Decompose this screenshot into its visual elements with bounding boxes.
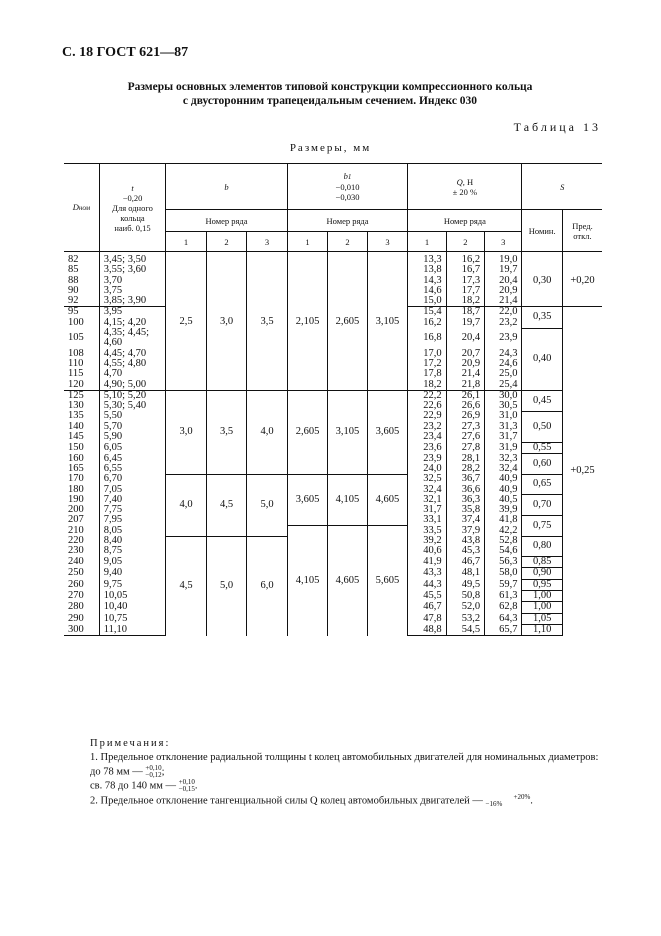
q-cell: 23,4 (408, 432, 446, 442)
q-cell: 20,4 (485, 276, 522, 286)
q-cell: 14,6 (408, 286, 446, 296)
q-cell: 32,3 (485, 454, 522, 464)
q-cell: 22,6 (408, 401, 446, 411)
q-cell: 30,5 (485, 401, 522, 411)
q-cell: 32,5 (408, 474, 446, 484)
s-nom-cell: 0,50 (522, 411, 563, 442)
table-title (90, 80, 570, 108)
q-n2: 2 (446, 232, 484, 252)
col-s: S (522, 164, 602, 210)
q-cell: 24,0 (408, 464, 446, 474)
b-cell: 3,5 (247, 252, 288, 391)
notes (62, 737, 602, 808)
d-nom-cell: 125 (64, 390, 99, 401)
table-body (64, 252, 602, 636)
d-nom-cell: 115 (64, 369, 99, 379)
q-cell: 17,7 (446, 286, 484, 296)
t-cell: 4,35; 4,45; 4,60 (99, 328, 165, 349)
q-cell: 17,0 (408, 349, 446, 359)
q-cell: 31,3 (485, 422, 522, 432)
t-cell: 7,75 (99, 505, 165, 515)
b-cell: 2,5 (166, 252, 207, 391)
t-cell: 6,70 (99, 474, 165, 484)
t-cell: 6,55 (99, 464, 165, 474)
q-cell: 43,3 (408, 568, 446, 579)
q-row-number: Номер ряда (408, 210, 522, 232)
q-cell: 45,3 (446, 546, 484, 556)
t-cell: 5,70 (99, 422, 165, 432)
d-nom-cell: 100 (64, 318, 99, 328)
q-cell: 23,9 (485, 328, 522, 349)
s-pred-header: Пред. откл. (562, 210, 602, 252)
d-nom-cell: 145 (64, 432, 99, 442)
s-nom-cell: 0,60 (522, 454, 563, 475)
q-cell: 16,8 (408, 328, 446, 349)
q-cell: 28,2 (446, 464, 484, 474)
b1-cell: 2,105 (287, 252, 328, 391)
d-nom-cell: 95 (64, 307, 99, 318)
b1-cell: 3,605 (367, 390, 408, 474)
q-cell: 39,2 (408, 536, 446, 546)
t-cell: 10,05 (99, 591, 165, 602)
q-cell: 37,9 (446, 526, 484, 536)
q-cell: 37,4 (446, 515, 484, 525)
d-nom-cell: 160 (64, 454, 99, 464)
q-cell: 26,9 (446, 411, 484, 421)
s-nom-cell: 0,70 (522, 495, 563, 516)
q-cell: 40,6 (408, 546, 446, 556)
t-cell: 7,95 (99, 515, 165, 525)
q-cell: 64,3 (485, 613, 522, 624)
notes-caption: Примечания: (90, 738, 171, 749)
s-nom-cell: 0,80 (522, 536, 563, 557)
q-cell: 14,3 (408, 276, 446, 286)
q-cell: 19,7 (485, 265, 522, 275)
t-cell: 7,40 (99, 495, 165, 505)
q-cell: 30,0 (485, 390, 522, 401)
q-cell: 40,9 (485, 485, 522, 495)
t-cell: 11,10 (99, 624, 165, 635)
b1-n1: 1 (287, 232, 328, 252)
s-pred-cell: +0,20 (562, 252, 602, 307)
t-cell: 4,45; 4,70 (99, 349, 165, 359)
d-nom-cell: 108 (64, 349, 99, 359)
note-2: 2. Предельное отклонение тангенциальной силы Q колец автомобильных двигателей — +20% −16% . (90, 792, 533, 808)
d-nom-cell: 85 (64, 265, 99, 275)
d-nom-cell: 140 (64, 422, 99, 432)
title-line-2: с двусторонним трапецеидальным сечением. Индекс 030 (182, 95, 478, 107)
q-cell: 13,3 (408, 252, 446, 266)
b1-row-number: Номер ряда (287, 210, 407, 232)
d-nom-cell: 240 (64, 557, 99, 568)
d-nom-cell: 165 (64, 464, 99, 474)
b1-cell: 3,105 (367, 252, 408, 391)
t-cell: 3,45; 3,50 (99, 252, 165, 266)
d-nom-cell: 260 (64, 579, 99, 590)
dimensions-table (64, 163, 602, 636)
note-1b: св. 78 до 140 мм — +0,10 −0,15. (90, 778, 198, 794)
b1-cell: 4,605 (367, 474, 408, 525)
b1-cell: 2,605 (328, 252, 367, 391)
q-cell: 35,8 (446, 505, 484, 515)
q-cell: 20,9 (485, 286, 522, 296)
table-row (64, 252, 602, 266)
s-nom-cell: 1,00 (522, 591, 563, 602)
b-n1: 1 (166, 232, 207, 252)
b1-cell: 3,105 (328, 390, 367, 474)
d-nom-cell: 250 (64, 568, 99, 579)
q-cell: 17,3 (446, 276, 484, 286)
b-cell: 4,0 (166, 474, 207, 536)
d-nom-cell: 130 (64, 401, 99, 411)
q-cell: 32,4 (408, 485, 446, 495)
q-cell: 31,0 (485, 411, 522, 421)
q-cell: 40,5 (485, 495, 522, 505)
q-cell: 61,3 (485, 591, 522, 602)
q-cell: 62,8 (485, 602, 522, 613)
t-cell: 5,30; 5,40 (99, 401, 165, 411)
q-n3: 3 (485, 232, 522, 252)
b1-n3: 3 (367, 232, 408, 252)
q-cell: 16,2 (408, 318, 446, 328)
q-n1: 1 (408, 232, 446, 252)
col-b: b (166, 164, 288, 210)
s-nom-cell: 0,55 (522, 442, 563, 453)
s-nom-header: Номин. (522, 210, 563, 252)
s-nom-cell: 0,45 (522, 390, 563, 411)
note-1a: до 78 мм — +0,10 −0,12; (90, 764, 165, 779)
q-cell: 45,5 (408, 591, 446, 602)
b-cell: 3,0 (206, 252, 247, 391)
q-cell: 44,3 (408, 579, 446, 590)
q-cell: 21,8 (446, 380, 484, 391)
t-cell: 3,85; 3,90 (99, 296, 165, 307)
q-cell: 40,9 (485, 474, 522, 484)
q-cell: 23,2 (485, 318, 522, 328)
q-cell: 22,0 (485, 307, 522, 318)
b1-n2: 2 (328, 232, 367, 252)
q-cell: 25,4 (485, 380, 522, 391)
b-cell: 4,5 (166, 536, 207, 636)
q-cell: 48,1 (446, 568, 484, 579)
t-cell: 9,05 (99, 557, 165, 568)
q-cell: 46,7 (446, 557, 484, 568)
q-cell: 15,0 (408, 296, 446, 307)
q-cell: 21,4 (485, 296, 522, 307)
d-nom-cell: 170 (64, 474, 99, 484)
t-cell: 10,40 (99, 602, 165, 613)
q-cell: 23,6 (408, 442, 446, 453)
q-cell: 47,8 (408, 613, 446, 624)
q-cell: 13,8 (408, 265, 446, 275)
b-cell: 4,5 (206, 474, 247, 536)
t-cell: 3,55; 3,60 (99, 265, 165, 275)
q-cell: 21,4 (446, 369, 484, 379)
d-nom-cell: 110 (64, 359, 99, 369)
s-nom-cell: 0,75 (522, 515, 563, 536)
t-cell: 4,15; 4,20 (99, 318, 165, 328)
s-nom-cell: 0,65 (522, 474, 563, 495)
title-line-1: Размеры основных элементов типовой конструкции компрессионного кольца (127, 81, 533, 93)
t-cell: 7,05 (99, 485, 165, 495)
t-cell: 9,75 (99, 579, 165, 590)
b-cell: 6,0 (247, 536, 288, 636)
q-cell: 17,2 (408, 359, 446, 369)
q-cell: 43,8 (446, 536, 484, 546)
s-nom-cell: 1,05 (522, 613, 563, 624)
b1-cell: 4,105 (287, 526, 328, 636)
d-nom-cell: 150 (64, 442, 99, 453)
q-cell: 36,3 (446, 495, 484, 505)
d-nom-cell: 200 (64, 505, 99, 515)
q-cell: 59,7 (485, 579, 522, 590)
d-nom-cell: 290 (64, 613, 99, 624)
b-cell: 5,0 (206, 536, 247, 636)
s-nom-cell: 0,40 (522, 328, 563, 390)
q-cell: 54,6 (485, 546, 522, 556)
q-cell: 46,7 (408, 602, 446, 613)
t-cell: 3,75 (99, 286, 165, 296)
page-header: С. 18 ГОСТ 621—87 (62, 45, 189, 60)
t-cell: 5,50 (99, 411, 165, 421)
q-cell: 20,9 (446, 359, 484, 369)
q-cell: 31,7 (485, 432, 522, 442)
d-nom-cell: 207 (64, 515, 99, 525)
q-cell: 41,9 (408, 557, 446, 568)
q-cell: 31,9 (485, 442, 522, 453)
q-cell: 19,7 (446, 318, 484, 328)
t-cell: 8,05 (99, 526, 165, 536)
b1-cell: 4,105 (328, 474, 367, 525)
d-nom-cell: 190 (64, 495, 99, 505)
q-cell: 23,9 (408, 454, 446, 464)
note-1: 1. Предельное отклонение радиальной толщины t колец автомобильных двигателей для номинальных диаметров: (90, 752, 599, 763)
b-row-number: Номер ряда (166, 210, 288, 232)
q-cell: 25,0 (485, 369, 522, 379)
q-cell: 18,2 (408, 380, 446, 391)
q-cell: 33,1 (408, 515, 446, 525)
col-q: Q, Н ± 20 % (408, 164, 522, 210)
b1-cell: 4,605 (328, 526, 367, 636)
t-cell: 8,40 (99, 536, 165, 546)
q-cell: 32,1 (408, 495, 446, 505)
q-cell: 22,9 (408, 411, 446, 421)
s-nom-cell: 1,10 (522, 624, 563, 635)
t-cell: 3,70 (99, 276, 165, 286)
q-cell: 27,8 (446, 442, 484, 453)
d-nom-cell: 230 (64, 546, 99, 556)
s-nom-cell: 1,00 (522, 602, 563, 613)
table-row (64, 526, 602, 536)
d-nom-cell: 270 (64, 591, 99, 602)
q-cell: 36,6 (446, 485, 484, 495)
d-nom-cell: 210 (64, 526, 99, 536)
b-n3: 3 (247, 232, 288, 252)
q-cell: 22,2 (408, 390, 446, 401)
d-nom-cell: 180 (64, 485, 99, 495)
t-cell: 9,40 (99, 568, 165, 579)
b-cell: 4,0 (247, 390, 288, 474)
q-cell: 23,2 (408, 422, 446, 432)
t-cell: 3,95 (99, 307, 165, 318)
q-cell: 36,7 (446, 474, 484, 484)
t-cell: 10,75 (99, 613, 165, 624)
t-cell: 4,90; 5,00 (99, 380, 165, 391)
b-cell: 3,5 (206, 390, 247, 474)
col-b1: b1 −0,010 −0,030 (287, 164, 407, 210)
s-pred-cell: +0,25 (562, 307, 602, 636)
t-cell: 6,05 (99, 442, 165, 453)
q-cell: 52,0 (446, 602, 484, 613)
q-cell: 53,2 (446, 613, 484, 624)
d-nom-cell: 120 (64, 380, 99, 391)
b-n2: 2 (206, 232, 247, 252)
q-cell: 49,5 (446, 579, 484, 590)
q-cell: 48,8 (408, 624, 446, 635)
q-cell: 32,4 (485, 464, 522, 474)
t-cell: 8,75 (99, 546, 165, 556)
q-cell: 20,7 (446, 349, 484, 359)
d-nom-cell: 92 (64, 296, 99, 307)
q-cell: 56,3 (485, 557, 522, 568)
q-cell: 33,5 (408, 526, 446, 536)
s-nom-cell: 0,90 (522, 568, 563, 579)
d-nom-cell: 88 (64, 276, 99, 286)
t-cell: 5,90 (99, 432, 165, 442)
q-cell: 65,7 (485, 624, 522, 635)
q-cell: 17,8 (408, 369, 446, 379)
q-cell: 50,8 (446, 591, 484, 602)
t-cell: 6,45 (99, 454, 165, 464)
q-cell: 20,4 (446, 328, 484, 349)
t-cell: 4,55; 4,80 (99, 359, 165, 369)
d-nom-cell: 300 (64, 624, 99, 635)
t-cell: 4,70 (99, 369, 165, 379)
q-cell: 28,1 (446, 454, 484, 464)
q-cell: 27,3 (446, 422, 484, 432)
b1-cell: 5,605 (367, 526, 408, 636)
units-caption: Размеры, мм (289, 142, 372, 154)
q-cell: 42,2 (485, 526, 522, 536)
q-cell: 52,8 (485, 536, 522, 546)
d-nom-cell: 105 (64, 328, 99, 349)
table-row (64, 474, 602, 484)
b-cell: 3,0 (166, 390, 207, 474)
b1-cell: 2,605 (287, 390, 328, 474)
d-nom-cell: 90 (64, 286, 99, 296)
q-cell: 18,2 (446, 296, 484, 307)
q-cell: 15,4 (408, 307, 446, 318)
d-nom-cell: 135 (64, 411, 99, 421)
d-nom-cell: 82 (64, 252, 99, 266)
s-nom-cell: 0,95 (522, 579, 563, 590)
q-cell: 24,6 (485, 359, 522, 369)
q-cell: 19,0 (485, 252, 522, 266)
b1-cell: 3,605 (287, 474, 328, 525)
q-cell: 16,7 (446, 265, 484, 275)
s-nom-cell: 0,35 (522, 307, 563, 328)
d-nom-cell: 280 (64, 602, 99, 613)
s-nom-cell: 0,30 (522, 252, 563, 307)
q-cell: 26,1 (446, 390, 484, 401)
q-cell: 58,0 (485, 568, 522, 579)
q-cell: 27,6 (446, 432, 484, 442)
q-cell: 26,6 (446, 401, 484, 411)
table-number: Таблица 13 (513, 120, 601, 134)
b-cell: 5,0 (247, 474, 288, 536)
q-cell: 54,5 (446, 624, 484, 635)
d-nom-cell: 220 (64, 536, 99, 546)
q-cell: 16,2 (446, 252, 484, 266)
q-cell: 41,8 (485, 515, 522, 525)
col-t: t −0,20 Для одного кольца наиб. 0,15 (99, 164, 165, 252)
q-cell: 24,3 (485, 349, 522, 359)
q-cell: 39,9 (485, 505, 522, 515)
q-cell: 31,7 (408, 505, 446, 515)
q-cell: 18,7 (446, 307, 484, 318)
col-d-nom: Dном (64, 164, 99, 252)
t-cell: 5,10; 5,20 (99, 390, 165, 401)
s-nom-cell: 0,85 (522, 557, 563, 568)
